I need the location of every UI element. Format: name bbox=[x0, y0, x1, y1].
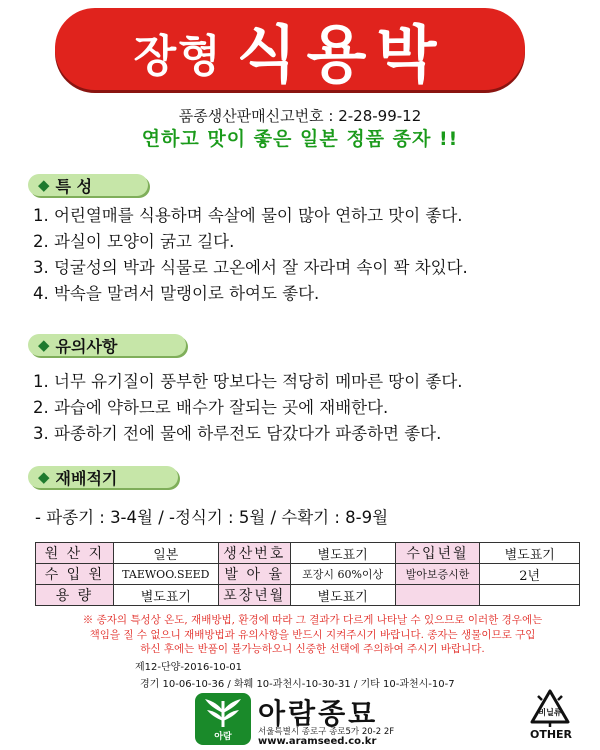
germination-label: 발 아 율 bbox=[218, 564, 290, 585]
recycle-label: 비닐류 bbox=[538, 708, 562, 717]
list-item: 1. 어린열매를 식용하며 속살에 물이 많아 연하고 맛이 좋다. bbox=[33, 206, 463, 225]
table-row bbox=[36, 564, 580, 585]
recycle-icon bbox=[528, 688, 572, 728]
prod-no-value: 별도표기 bbox=[290, 543, 395, 564]
notice-text bbox=[40, 613, 585, 657]
origin-label: 원 산 지 bbox=[36, 543, 114, 564]
company-logo bbox=[195, 693, 251, 745]
cultivation-heading bbox=[28, 466, 178, 488]
list-item: 2. 과실이 모양이 굵고 길다. bbox=[33, 232, 235, 251]
slogan: 연하고 맛이 좋은 일본 정품 종자 !! bbox=[141, 128, 459, 150]
registration-date: 제12-단양-2016-10-01 bbox=[135, 662, 243, 673]
diamond-icon: ◆ bbox=[38, 336, 50, 354]
logo-label: 아람 bbox=[214, 732, 232, 742]
importer-label: 수 입 원 bbox=[36, 564, 114, 585]
recycle-other-label: OTHER bbox=[529, 728, 573, 741]
seed-info-table bbox=[35, 542, 580, 606]
cautions-heading bbox=[28, 334, 186, 356]
table-row bbox=[36, 585, 580, 606]
registration-number: 품종생산판매신고번호 : 2-28-99-12 bbox=[178, 107, 422, 125]
diamond-icon: ◆ bbox=[38, 176, 50, 194]
quantity-label: 용 량 bbox=[36, 585, 114, 606]
cultivation-schedule: - 파종기 : 3-4월 / -정식기 : 5월 / 수확기 : 8-9월 bbox=[35, 508, 389, 527]
features-heading-label: 특 성 bbox=[55, 176, 93, 196]
quantity-value: 별도표기 bbox=[113, 585, 218, 606]
features-list bbox=[33, 203, 468, 307]
list-item: 4. 박속을 말려서 말랭이로 하여도 좋다. bbox=[33, 284, 320, 303]
cultivation-heading-label: 재배적기 bbox=[55, 468, 118, 488]
notice-line: ※ 종자의 특성상 온도, 재배방법, 환경에 따라 그 결과가 다르게 나타날 수 있으므로 이러한 경우에는 bbox=[82, 614, 543, 626]
import-year-label: 수입년월 bbox=[395, 543, 480, 564]
pack-year-value: 별도표기 bbox=[290, 585, 395, 606]
list-item: 3. 덩굴성의 박과 식물로 고온에서 잘 자라며 속이 꽉 차있다. bbox=[33, 258, 468, 277]
diamond-icon: ◆ bbox=[38, 468, 50, 486]
list-item: 3. 파종하기 전에 물에 하루전도 담갔다가 파종하면 좋다. bbox=[33, 424, 442, 443]
import-year-value: 별도표기 bbox=[480, 543, 580, 564]
germ-guarantee-value: 2년 bbox=[480, 564, 580, 585]
importer-value: TAEWOO.SEED bbox=[113, 564, 218, 585]
company-address: 서울특별시 종로구 종로5가 20-2 2F bbox=[258, 727, 395, 737]
features-heading bbox=[28, 174, 148, 196]
company-website: www.aramseed.co.kr bbox=[258, 736, 377, 747]
pack-year-label: 포장년월 bbox=[218, 585, 290, 606]
list-item: 2. 과습에 약하므로 배수가 잘되는 곳에 재배한다. bbox=[33, 398, 389, 417]
title-prefix: 장형 bbox=[133, 31, 223, 82]
origin-value: 일본 bbox=[113, 543, 218, 564]
prod-no-label: 생산번호 bbox=[218, 543, 290, 564]
title-banner bbox=[55, 8, 525, 90]
title-main: 식용박 bbox=[236, 17, 447, 91]
notice-line: 책임을 질 수 없으니 재배방법과 유의사항을 반드시 지켜주시기 바랍니다. 종자는 생물이므로 구입 bbox=[89, 628, 536, 641]
cautions-heading-label: 유의사항 bbox=[55, 336, 118, 356]
germination-value: 포장시 60%이상 bbox=[290, 564, 395, 585]
cautions-list bbox=[33, 369, 463, 447]
germ-guarantee-label: 발아보증시한 bbox=[395, 564, 480, 585]
empty-cell bbox=[480, 585, 580, 606]
empty-cell bbox=[395, 585, 480, 606]
list-item: 1. 너무 유기질이 풍부한 땅보다는 적당히 메마른 땅이 좋다. bbox=[33, 372, 463, 391]
license-numbers: 경기 10-06-10-36 / 화훼 10-과천시-10-30-31 / 기타 10-과천시-10-7 bbox=[140, 679, 455, 690]
company-name: 아람종묘 bbox=[258, 697, 379, 730]
notice-line: 하신 후에는 반품이 불가능하오니 신중한 선택에 주의하여 주시기 바랍니다. bbox=[140, 643, 485, 655]
sprout-icon bbox=[201, 697, 245, 727]
table-row bbox=[36, 543, 580, 564]
